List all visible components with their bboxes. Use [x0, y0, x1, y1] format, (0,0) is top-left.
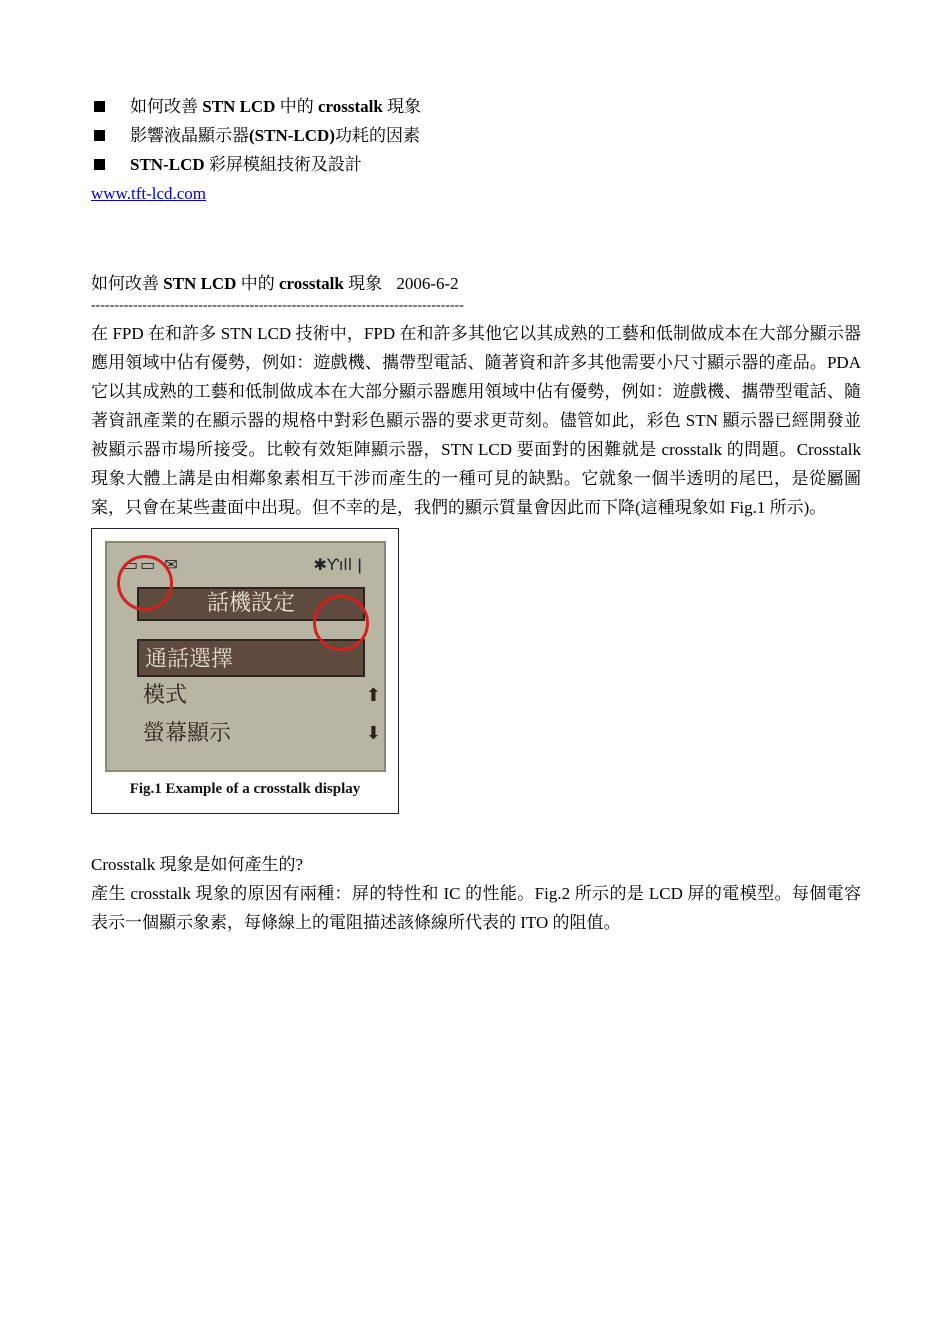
related-article-text: 如何改善 STN LCD 中的 crosstalk 現象 [130, 97, 422, 116]
related-articles-list [91, 92, 861, 179]
figure-crosstalk-display [91, 528, 399, 814]
square-bullet-icon [94, 130, 105, 141]
lcd-screen [105, 541, 386, 772]
related-article-item[interactable] [91, 150, 861, 179]
article-title: 如何改善 STN LCD 中的 crosstalk 現象 2006-6-2 [91, 274, 459, 293]
lcd-title-bar: 話機設定 [137, 587, 365, 621]
signal-icon: ✱Ƴıll ǀ [313, 555, 362, 574]
article-date: 2006-6-2 [396, 274, 459, 293]
dashed-divider: -------------------------------------------------------------------------------- [91, 299, 464, 313]
highlight-circle [313, 595, 369, 651]
related-article-text: STN-LCD 彩屏模組技術及設計 [130, 155, 362, 174]
section-heading: Crosstalk 現象是如何產生的? [91, 855, 304, 874]
highlight-circle [117, 555, 173, 611]
square-bullet-icon [94, 101, 105, 112]
battery-mail-icons: ▭▭ ✉ [123, 555, 180, 574]
arrow-down-icon: ⬇ [365, 723, 381, 744]
website-link[interactable]: www.tft-lcd.com [91, 184, 207, 203]
square-bullet-icon [94, 159, 105, 170]
arrow-up-icon: ⬆ [365, 685, 381, 706]
lcd-menu [137, 639, 381, 753]
lcd-menu-item: 模式 ⬆ [137, 677, 365, 715]
related-article-text: 影響液晶顯示器(STN-LCD)功耗的因素 [130, 126, 420, 145]
related-article-item[interactable] [91, 92, 861, 121]
lcd-photo [99, 536, 391, 776]
lcd-menu-item-selected: 通話選擇 [137, 639, 365, 677]
article-paragraph: 產生 crosstalk 現象的原因有兩種：屏的特性和 IC 的性能。Fig.2 所示的是 LCD 屏的電模型。每個電容表示一個顯示象素，每條線上的電阻描述該條線所代表的 ITO 的阻值。 [91, 884, 861, 932]
lcd-menu-item: 螢幕顯示 ⬇ [137, 715, 365, 753]
figure-caption: Fig.1 Example of a crosstalk display [129, 781, 361, 797]
article-paragraph: 在 FPD 在和許多 STN LCD 技術中，FPD 在和許多其他它以其成熟的工藝和低制做成本在大部分顯示器應用領域中佔有優勢，例如：遊戲機、攜帶型電話、隨著資和許多其他需要小尺寸顯示器的產品。PDA 它以其成熟的工藝和低制做成本在大部分顯示器應用領域中佔有優勢，例如：遊戲機、攜帶型電話、隨著資訊產業的在顯示器的規格中對彩色顯示器的要求更苛刻。儘管如此，彩色 STN 顯示器已經開發並被顯示器市場所接受。比較有效矩陣顯示器，STN LCD 要面對的困難就是 crosstalk 的問題。Crosstalk 現象大體上講是由相鄰象素相互干涉而產生的一種可見的缺點。它就象一個半透明的尾巴，是從屬圖案，只會在某些畫面中出現。但不幸的是，我們的顯示質量會因此而下降(這種現象如 Fig.1 所示)。 [91, 324, 861, 517]
document-content [91, 92, 861, 937]
related-article-item[interactable] [91, 121, 861, 150]
